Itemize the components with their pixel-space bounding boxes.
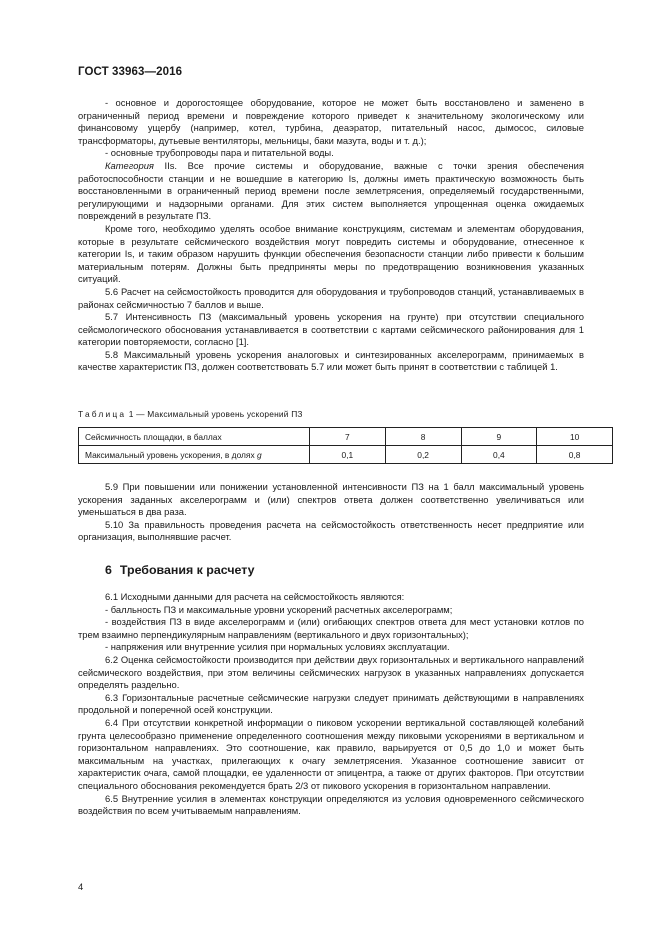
table-cell: 7	[310, 428, 386, 446]
table-row-header	[79, 446, 310, 464]
paragraph-equipment-list: - основное и дорогостоящее оборудование, которое не может быть восстановлено и заменено в ограниченный период времени и повреждение которого приведет к значительному экологическому или финансовому ущербу (например, котел, турбина, деаэратор, питательный насос, дымосос, силовые трансформаторы, дутьевые вентиляторы, мельницы, баки мазута, воды и т. д.);	[78, 97, 584, 146]
table-cell: 0,8	[537, 446, 613, 464]
list-item: - напряжения или внутренние усилия при нормальных условиях эксплуатации.	[105, 641, 450, 653]
section-number: 6	[105, 563, 112, 577]
paragraph-pipelines: - основные трубопроводы пара и питательной воды.	[105, 147, 334, 159]
unit-g: g	[256, 449, 262, 460]
table-cell: 9	[461, 428, 537, 446]
section-title: Требования к расчету	[119, 563, 255, 577]
paragraph-category-iis	[78, 160, 584, 223]
category-label: Категория	[105, 159, 154, 171]
table-caption-text: 1 — Максимальный уровень ускорений ПЗ	[126, 409, 303, 419]
paragraph-5-10: 5.10 За правильность проведения расчета на сейсмостойкость ответственность несет предприятие или организация, выполнявшие расчет.	[78, 518, 584, 543]
table-row-header: Сейсмичность площадки, в баллах	[79, 428, 310, 446]
table-row-header-text: Максимальный уровень ускорения, в долях	[85, 449, 255, 460]
text-block-clauses-5-9-5-10	[78, 481, 584, 544]
text-block-section-6	[78, 591, 584, 818]
table-cell: 0,1	[310, 446, 386, 464]
paragraph-5-8: 5.8 Максимальный уровень ускорения аналоговых и синтезированных акселерограмм, принимаемых в качестве характеристик ПЗ, должен соответствовать 5.7 или может быть принят в соответствии с таблицей 1.	[78, 348, 584, 373]
paragraph-6-5: 6.5 Внутренние усилия в элементах конструкции определяются из условия одновременного сейсмического воздействия по всем учитываемым направлениям.	[78, 792, 584, 817]
paragraph-6-4: 6.4 При отсутствии конкретной информации о пиковом ускорении вертикальной составляющей колебаний грунта целесообразно применение определенного соотношения между пиковыми ускорениями в вертикальном и горизонтальном направлениях. Это соотношение, как правило, варьируется от 0,5 до 1,0 и может быть максимальным на участках, прилегающих к очагу землетрясения. Указанное соотношение зависит от характеристик очага, самой площадки, ее удаленности от эпицентра, а также от других факторов. При отсутствии специального обоснования рекомендуется брать 2/3 от пикового ускорения в горизонтальном направлении.	[78, 716, 584, 791]
table-cell: 0,2	[385, 446, 461, 464]
section-heading	[105, 563, 255, 577]
paragraph-6-3: 6.3 Горизонтальные расчетные сейсмические нагрузки следует принимать действующими в направлениях продольной и поперечной осей конструкции.	[78, 691, 584, 716]
page-number: 4	[78, 881, 84, 892]
paragraph-5-7: 5.7 Интенсивность ПЗ (максимальный уровень ускорения на грунте) при отсутствии специального сейсмологического обоснования устанавливается в соответствии с картами сейсмического районирования для 1 категории повторяемости, согласно [1].	[78, 311, 584, 348]
table-row	[79, 428, 613, 446]
list-item: - балльность ПЗ и максимальные уровни ускорений расчетных акселерограмм;	[105, 603, 453, 615]
paragraph-6-1: 6.1 Исходными данными для расчета на сейсмостойкость являются:	[105, 591, 405, 602]
category-text: IIs. Все прочие системы и оборудование, важные с точки зрения обеспечения работоспособности станции и не вошедшие в категорию Is, должны иметь практическую возможность быть восстановленными в ограниченный период времени после землетрясения, определяемый государственными, регулирующими и надзорными органами. Для этих систем выполняется упрощенная оценка ожидаемых повреждений в результате ПЗ.	[78, 159, 584, 222]
acceleration-table	[78, 427, 613, 464]
table-caption	[78, 409, 303, 419]
paragraph-5-6: 5.6 Расчет на сейсмостойкость проводится для оборудования и трубопроводов станций, устанавливаемых в районах сейсмичностью 7 баллов и выше.	[78, 285, 584, 310]
table-cell: 0,4	[461, 446, 537, 464]
document-header: ГОСТ 33963—2016	[78, 66, 183, 78]
text-block-clause-5-continued	[78, 97, 584, 374]
table-cell: 10	[537, 428, 613, 446]
table-cell: 8	[385, 428, 461, 446]
paragraph-5-9: 5.9 При повышении или понижении установленной интенсивности ПЗ на 1 балл максимальный уровень ускорения заданных акселерограмм и (или) спектров ответа должен соответственно увеличиваться или уменьшаться в два раза.	[78, 481, 584, 518]
paragraph-6-2: 6.2 Оценка сейсмостойкости производится при действии двух горизонтальных и вертикального направлений сейсмического воздействия, при этом величины сейсмических нагрузок в указанных направлениях допускается определять раздельно.	[78, 653, 584, 691]
table-row	[79, 446, 613, 464]
paragraph-additional-attention: Кроме того, необходимо уделять особое внимание конструкциям, системам и элементам оборудования, которые в результате сейсмического воздействия могут повредить системы и оборудование, отнесенное к категории Is, и таким образом нарушить функции обеспечения безопасности станции либо привести к большим материальным потерям. Должны быть предприняты меры по предотвращению возникновения указанных ситуаций.	[78, 222, 584, 285]
table-caption-word: Таблица	[78, 409, 127, 419]
list-item: - воздействия ПЗ в виде акселерограмм и (или) огибающих спектров ответа для мест установки котлов по трем взаимно перпендикулярным направлениям (вертикального и двух горизонтальных);	[78, 616, 584, 640]
